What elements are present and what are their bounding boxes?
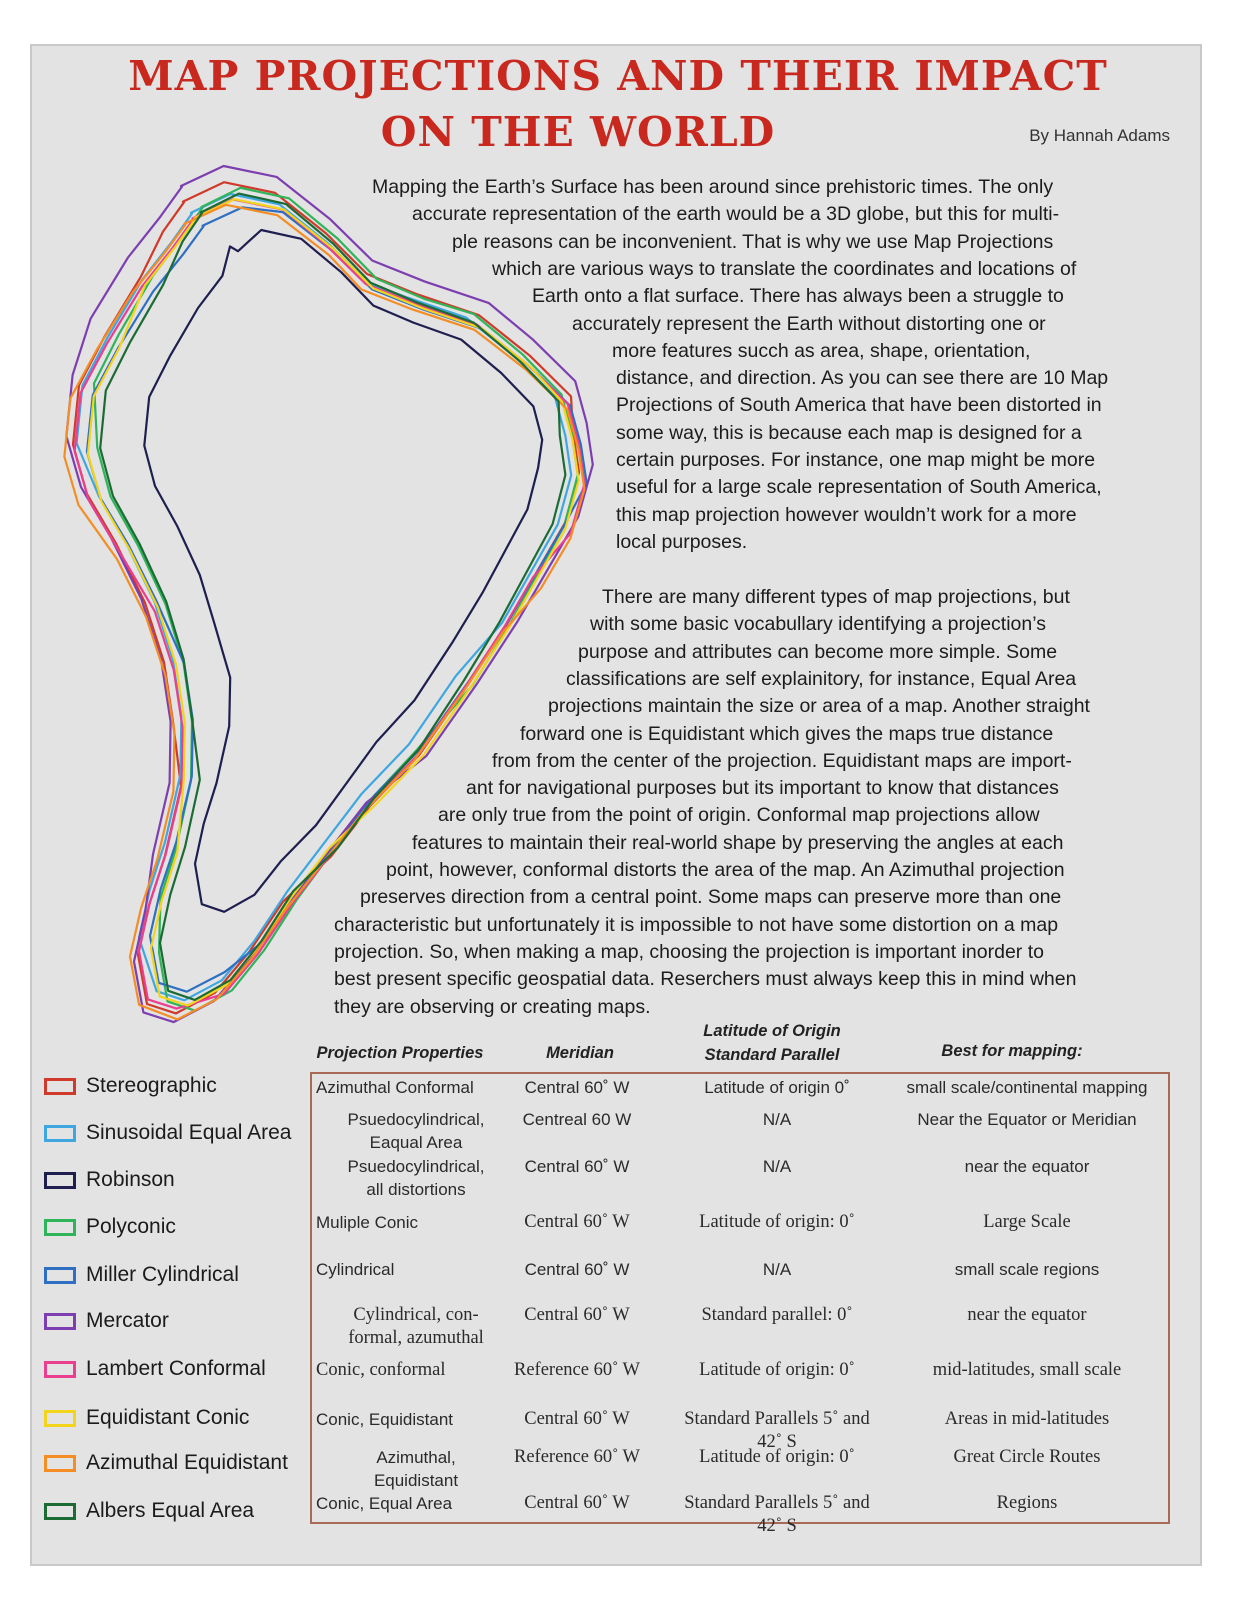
legend-item (44, 1263, 239, 1287)
table-cell-properties: Conic, Equal Area (316, 1494, 453, 1513)
table-cell-meridian: Central 60˚ W (524, 1305, 630, 1325)
title-line-2: ON THE WORLD (380, 108, 776, 156)
legend-label: Polyconic (86, 1215, 176, 1238)
table-cell-latitude: Standard Parallels 5˚ and 42˚ S (684, 1493, 870, 1536)
table-cell-properties: Azimuthal, Equidistant (373, 1448, 459, 1490)
table-cell-best: Areas in mid-latitudes (944, 1409, 1110, 1429)
table-cell-latitude: Standard Parallels 5˚ and 42˚ S (684, 1409, 870, 1452)
table-cell-best: small scale/continental mapping (906, 1078, 1148, 1097)
legend-label: Albers Equal Area (86, 1499, 255, 1522)
legend-swatch (44, 1361, 76, 1378)
table-cell-best: small scale regions (954, 1260, 1100, 1279)
table-cell-properties: Conic, conformal (316, 1360, 446, 1380)
legend-label: Robinson (86, 1168, 175, 1191)
table-cell-latitude: Standard parallel: 0˚ (701, 1305, 853, 1325)
table-cell-latitude: Latitude of origin: 0˚ (699, 1360, 855, 1380)
legend-label: Azimuthal Equidistant (86, 1451, 288, 1474)
table-cell-best: near the equator (964, 1157, 1090, 1176)
paragraph-line: distance, and direction. As you can see there are 10 Map (616, 367, 1109, 390)
table-cell-meridian: Central 60˚ W (524, 1078, 630, 1097)
legend-label: Equidistant Conic (86, 1406, 250, 1429)
legend-swatch (44, 1410, 76, 1427)
table-cell-latitude: Latitude of origin: 0˚ (699, 1447, 855, 1467)
legend-label: Lambert Conformal (86, 1357, 266, 1380)
poster (30, 44, 1202, 1566)
paragraph-line: features to maintain their real-world shape by preserving the angles at each (412, 831, 1064, 854)
table-cell-best: mid-latitudes, small scale (932, 1360, 1122, 1380)
legend-item (44, 1168, 175, 1192)
table-cell-meridian: Reference 60˚ W (513, 1360, 640, 1380)
table-cell-meridian: Central 60˚ W (524, 1212, 630, 1232)
table-cell-best: Great Circle Routes (953, 1447, 1101, 1467)
table-cell-meridian: Reference 60˚ W (513, 1447, 640, 1467)
paragraph-line: forward one is Equidistant which gives the maps true distance (520, 722, 1054, 745)
header-latitude-line-1: Latitude of Origin (703, 1022, 841, 1040)
projection-table (310, 1072, 1170, 1536)
table-cell-latitude: Latitude of origin: 0˚ (699, 1212, 855, 1232)
paragraph-line: There are many different types of map projections, but (602, 586, 1070, 608)
paragraph-line: purpose and attributes can become more simple. Some (578, 640, 1058, 663)
legend-item (44, 1074, 217, 1098)
legend-item (44, 1406, 249, 1430)
legend-label: Sinusoidal Equal Area (86, 1121, 292, 1144)
paragraph-line: which are various ways to translate the coordinates and locations of (492, 257, 1077, 280)
table-cell-meridian: Central 60˚ W (524, 1493, 630, 1513)
table-cell-latitude: N/A (762, 1260, 792, 1279)
paragraph-line: Projections of South America that have been distorted in (616, 394, 1102, 417)
table-cell-properties: Cylindrical, con- formal, azumuthal (348, 1305, 484, 1348)
legend-item (44, 1499, 254, 1523)
table-cell-latitude: Latitude of origin 0˚ (704, 1078, 850, 1097)
paragraph-line: Mapping the Earth’s Surface has been around since prehistoric times. The only (372, 176, 1054, 198)
legend-swatch (44, 1219, 76, 1236)
paragraph-line: more features succh as area, shape, orientation, (612, 339, 1031, 362)
table-cell-properties: Muliple Conic (316, 1213, 419, 1232)
legend-label: Miller Cylindrical (86, 1263, 239, 1286)
table-cell-latitude: N/A (762, 1157, 792, 1176)
table-cell-best: Large Scale (983, 1212, 1071, 1232)
header-best: Best for mapping: (941, 1042, 1083, 1060)
table-cell-best: near the equator (967, 1305, 1087, 1325)
legend-swatch (44, 1267, 76, 1284)
table-cell-properties: Psuedocylindrical, all distortions (347, 1157, 485, 1199)
table-cell-properties: Azimuthal Conformal (316, 1078, 474, 1097)
legend-swatch (44, 1313, 76, 1330)
paragraph-line: point, however, conformal distorts the area of the map. An Azimuthal projection (386, 859, 1065, 881)
legend-item (44, 1451, 288, 1475)
legend-swatch (44, 1125, 76, 1142)
paragraph-line: accurately represent the Earth without distorting one or (572, 312, 1046, 335)
paragraph-line: local purposes. (616, 530, 748, 553)
table-cell-best: Regions (996, 1493, 1058, 1513)
table-cell-best: Near the Equator or Meridian (917, 1110, 1137, 1129)
paragraph-line: best present specific geospatial data. Reserchers must always keep this in mind when (334, 968, 1077, 991)
paragraph-line: are only true from the point of origin. Conformal map projections allow (438, 804, 1040, 827)
table-cell-meridian: Central 60˚ W (524, 1260, 630, 1279)
paragraph-line: some way, this is because each map is designed for a (616, 421, 1082, 444)
paragraph-line: classifications are self explainitory, for instance, Equal Area (566, 667, 1077, 690)
legend-swatch (44, 1455, 76, 1472)
paragraph-line: preserves direction from a central point. Some maps can preserve more than one (360, 886, 1062, 909)
paragraph-line: characteristic but unfortunately it is impossible to not have some distortion on a map (334, 913, 1059, 936)
paragraph-line: Earth onto a flat surface. There has always been a struggle to (532, 285, 1064, 308)
paragraph-line: ple reasons can be inconvenient. That is why we use Map Projections (452, 230, 1054, 253)
legend-item (44, 1215, 176, 1239)
table-cell-properties: Cylindrical (316, 1260, 395, 1279)
paragraph-line: projection. So, when making a map, choosing the projection is important inorder to (334, 940, 1044, 963)
legend-swatch (44, 1503, 76, 1520)
paragraph-line: from from the center of the projection. Equidistant maps are import- (492, 749, 1072, 772)
header-meridian: Meridian (546, 1044, 614, 1062)
table-cell-meridian: Central 60˚ W (524, 1409, 630, 1429)
paragraph-line: certain purposes. For instance, one map might be more (616, 449, 1096, 471)
legend-label: Stereographic (86, 1074, 217, 1097)
legend-swatch (44, 1172, 76, 1189)
legend-item (44, 1121, 291, 1145)
table-cell-properties: Psuedocylindrical, Eaqual Area (347, 1110, 485, 1152)
paragraph-line: ant for navigational purposes but its important to know that distances (466, 777, 1059, 800)
legend-label: Mercator (86, 1309, 169, 1332)
header-properties: Projection Properties (316, 1044, 484, 1062)
paragraph-line: this map projection however wouldn’t work for a more (616, 503, 1077, 526)
legend-swatch (44, 1078, 76, 1095)
paragraph-line: projections maintain the size or area of a map. Another straight (548, 695, 1090, 718)
paragraph-line: with some basic vocabullary identifying a projection’s (590, 613, 1046, 636)
paragraph-line: accurate representation of the earth would be a 3D globe, but this for multi- (412, 203, 1060, 226)
table-cell-properties: Conic, Equidistant (316, 1410, 454, 1429)
title-line-1: MAP PROJECTIONS AND THEIR IMPACT (128, 52, 1108, 100)
legend-item (44, 1357, 266, 1381)
legend-item (44, 1309, 169, 1333)
byline: By Hannah Adams (1029, 126, 1170, 145)
header-latitude-line-2: Standard Parallel (704, 1046, 840, 1064)
table-cell-latitude: N/A (762, 1110, 792, 1129)
table-cell-meridian: Central 60˚ W (524, 1157, 630, 1176)
paragraph-line: useful for a large scale representation of South America, (616, 476, 1102, 499)
table-cell-meridian: Centreal 60 W (522, 1110, 632, 1129)
paragraph-line: they are observing or creating maps. (334, 995, 651, 1018)
